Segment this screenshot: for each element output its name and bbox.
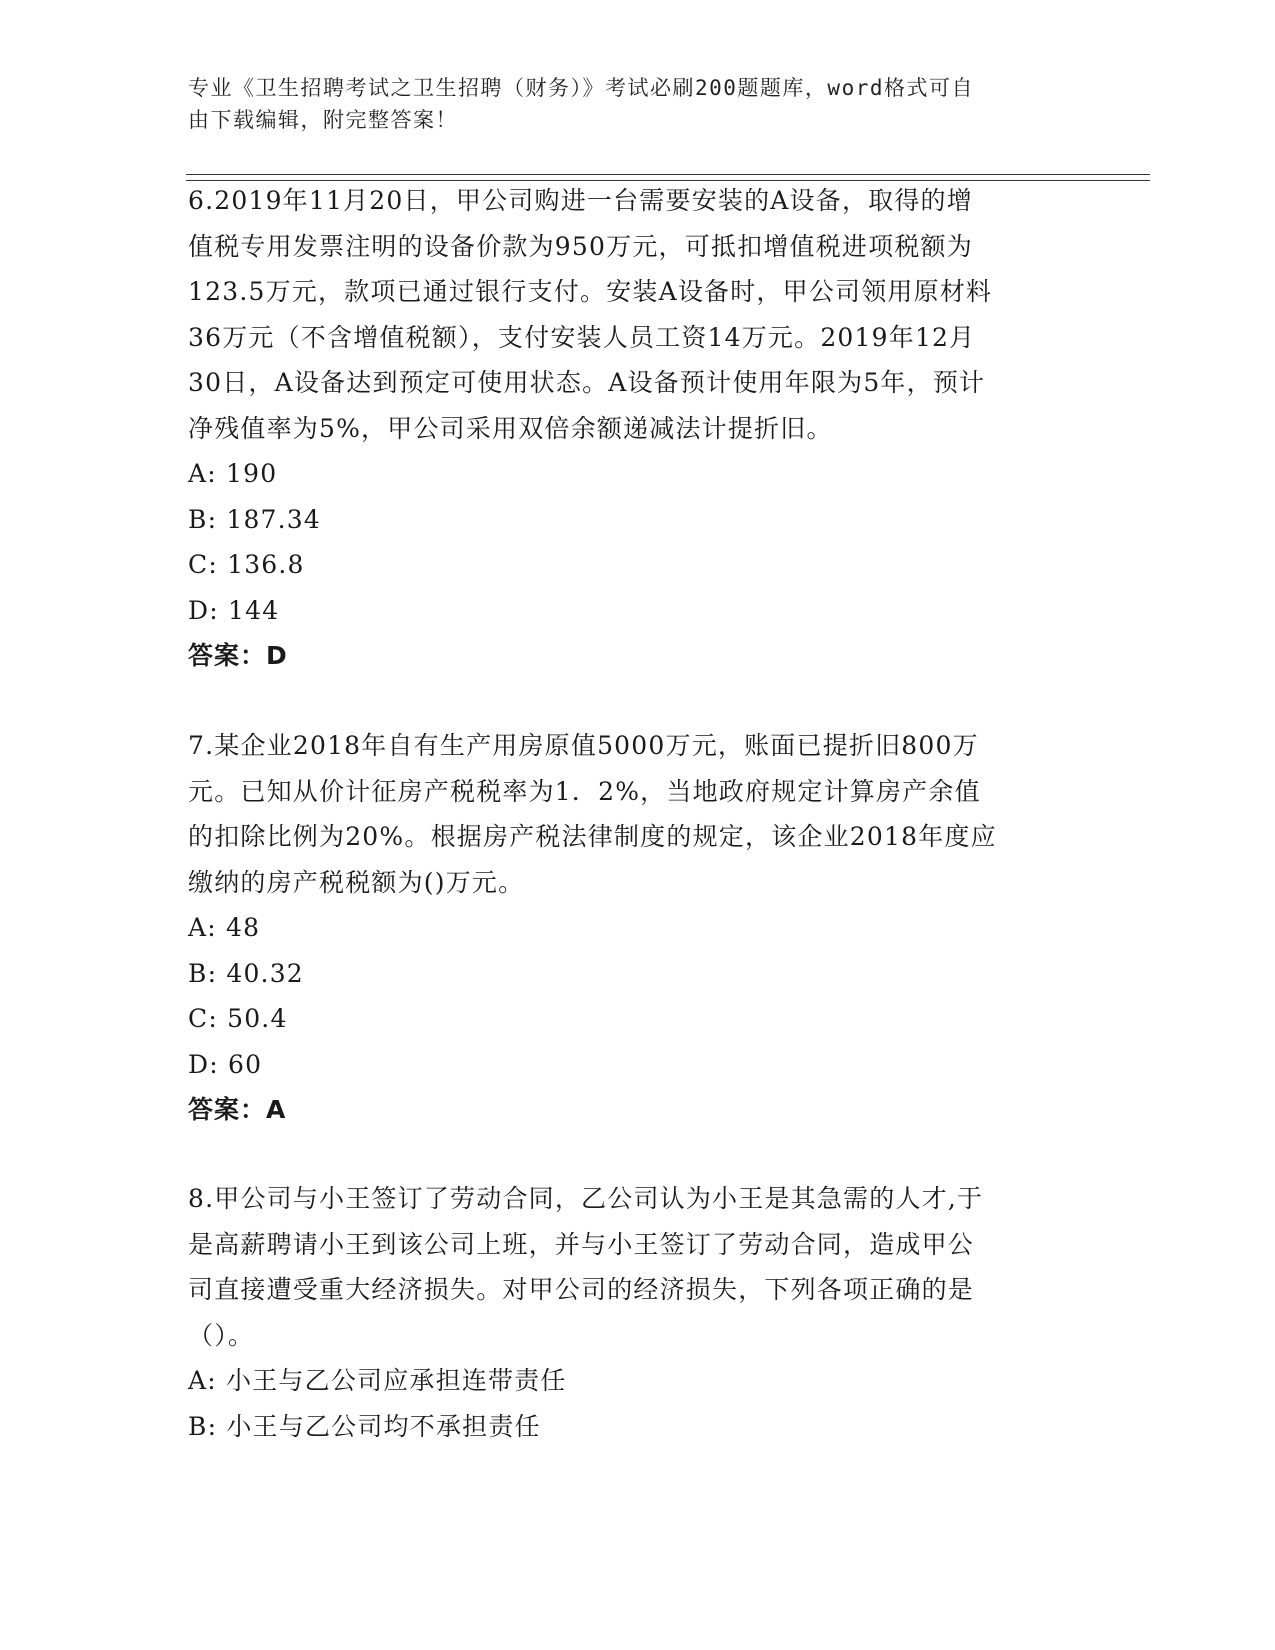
answer: 答案：A bbox=[188, 1095, 287, 1124]
option-b: B: 小王与乙公司均不承担责任 bbox=[188, 1411, 541, 1441]
header-line-1: 专业《卫生招聘考试之卫生招聘（财务）》考试必刷200题题库，word格式可自 bbox=[188, 76, 974, 100]
question-stem bbox=[188, 1176, 1088, 1358]
option-b: B: 40.32 bbox=[188, 958, 304, 988]
option-c: C: 50.4 bbox=[188, 1004, 288, 1033]
option-a: A: 190 bbox=[188, 459, 278, 488]
option-a: A: 48 bbox=[188, 913, 261, 942]
stem-line: 7.某企业2018年自有生产用房原值5000万元，账面已提折旧800万 bbox=[188, 731, 979, 760]
stem-line: 的扣除比例为20%。根据房产税法律制度的规定，该企业2018年度应 bbox=[188, 822, 997, 851]
stem-line: 123.5万元，款项已通过银行支付。安装A设备时，甲公司领用原材料 bbox=[188, 277, 993, 306]
option-b: B: 187.34 bbox=[188, 504, 322, 534]
stem-line: 是高薪聘请小王到该公司上班，并与小王签订了劳动合同，造成甲公 bbox=[188, 1229, 975, 1259]
stem-line: 元。已知从价计征房产税税率为1．2%，当地政府规定计算房产余值 bbox=[188, 776, 981, 806]
option-c: C: 136.8 bbox=[188, 550, 305, 579]
stem-line: 8.甲公司与小王签订了劳动合同，乙公司认为小王是其急需的人才,于 bbox=[188, 1184, 984, 1213]
question-8 bbox=[188, 1176, 1088, 1449]
stem-line: 缴纳的房产税税额为()万元。 bbox=[188, 867, 525, 897]
question-6 bbox=[188, 178, 1088, 679]
question-stem bbox=[188, 723, 1088, 905]
stem-line: 司直接遭受重大经济损失。对甲公司的经济损失，下列各项正确的是 bbox=[188, 1275, 975, 1304]
stem-line: 值税专用发票注明的设备价款为950万元，可抵扣增值税进项税额为 bbox=[188, 231, 973, 261]
stem-line: 36万元（不含增值税额），支付安装人员工资14万元。2019年12月 bbox=[188, 322, 976, 352]
option-d: D: 144 bbox=[188, 595, 280, 625]
header-line-2: 由下载编辑，附完整答案！ bbox=[188, 108, 458, 132]
stem-line: 6.2019年11月20日，甲公司购进一台需要安装的A设备，取得的增 bbox=[188, 186, 973, 215]
option-d: D: 60 bbox=[188, 1049, 263, 1079]
question-7 bbox=[188, 723, 1088, 1133]
option-a: A: 小王与乙公司应承担连带责任 bbox=[188, 1366, 567, 1395]
stem-line: （）。 bbox=[188, 1320, 255, 1350]
stem-line: 30日，A设备达到预定可使用状态。A设备预计使用年限为5年，预计 bbox=[188, 368, 986, 397]
header-divider-top bbox=[186, 174, 1150, 175]
answer: 答案：D bbox=[188, 641, 288, 670]
question-stem bbox=[188, 178, 1088, 451]
stem-line: 净残值率为5%，甲公司采用双倍余额递减法计提折旧。 bbox=[188, 413, 833, 443]
document-header bbox=[188, 72, 1068, 136]
